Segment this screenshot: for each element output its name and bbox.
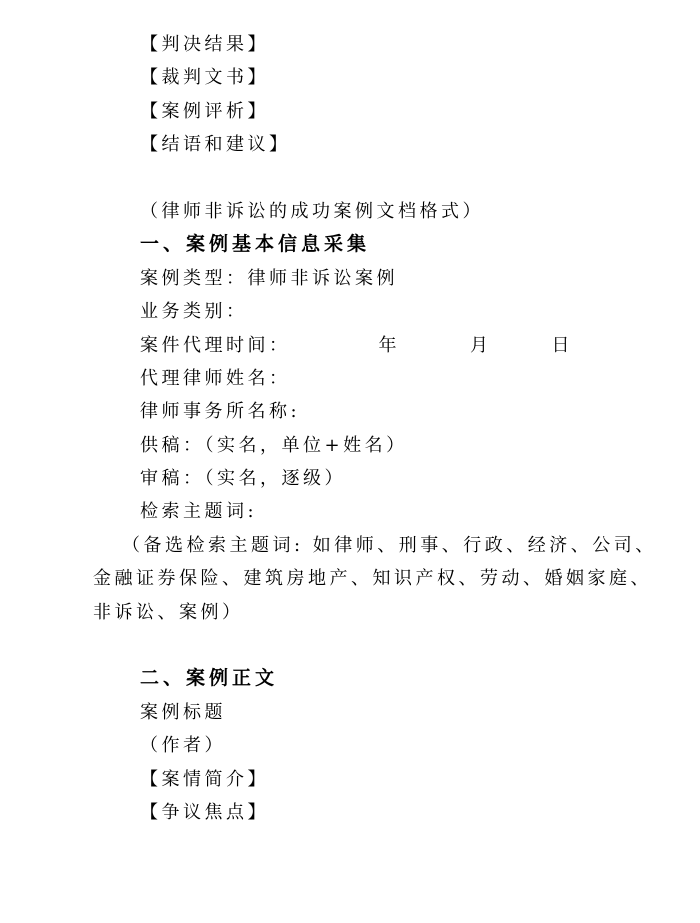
date-day-label: 日 [551,334,573,356]
line-agent-lawyer-name: 代理律师姓名： [140,367,291,389]
date-month-label: 月 [470,334,492,356]
line-search-keywords: 检索主题词: [140,501,258,523]
line-case-analysis: 【案例评析】 [140,100,269,122]
line-case-type: 案例类型：律师非诉讼案例 [140,267,398,289]
line-case-title: 案例标题 [140,701,226,723]
line-law-firm-name: 律师事务所名称: [140,401,301,423]
line-judgment-document: 【裁判文书】 [140,67,269,89]
line-business-category: 业务类别： [140,301,248,323]
line-dispute-focus: 【争议焦点】 [140,801,269,823]
line-conclusion-suggestion: 【结语和建议】 [140,134,291,156]
document-content [93,28,657,829]
line-reviewer: 审稿：（实名，逐级） [140,468,346,490]
heading-section-1: 一、案例基本信息采集 [140,233,371,256]
line-alt-keywords-2: 金融证券保险、建筑房地产、知识产权、劳动、婚姻家庭、 [93,568,652,590]
line-contributor: 供稿：（实名，单位+姓名） [140,434,408,456]
line-format-note: （律师非诉讼的成功案例文档格式） [140,200,484,222]
blank-line [93,162,618,195]
line-alt-keywords-1: （备选检索主题词: 如律师、刑事、行政、经济、公司、 [122,534,657,556]
date-year-label: 年 [378,334,400,356]
line-alt-keywords-3: 非诉讼、案例） [93,601,244,623]
line-case-agency-date [93,329,618,362]
line-judgment-result: 【判决结果】 [140,34,269,55]
line-author: （作者） [140,735,226,757]
heading-section-2: 二、案例正文 [140,667,279,690]
date-label: 案件代理时间： [140,334,291,356]
line-case-brief: 【案情简介】 [140,768,269,790]
blank-line [93,629,618,662]
